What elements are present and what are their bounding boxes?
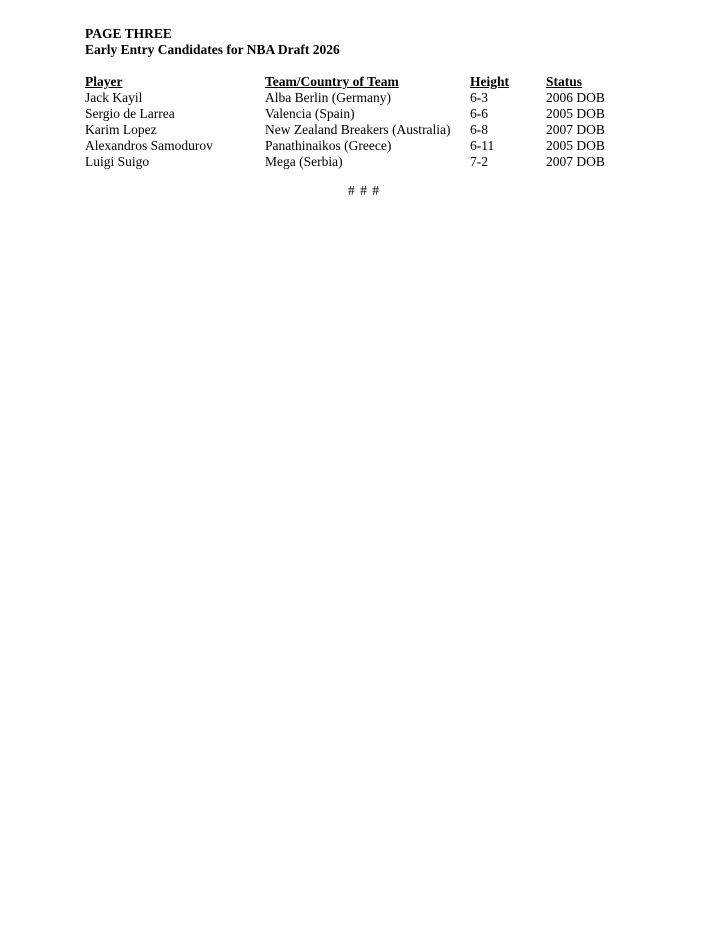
player-name: Sergio de Larrea [85,106,175,121]
team-country: Valencia (Spain) [265,106,355,121]
player-height: 6-3 [470,90,488,105]
player-name: Alexandros Samodurov [85,138,213,153]
player-height: 6-11 [470,138,495,153]
document-page [85,26,645,199]
player-status: 2005 DOB [546,106,605,121]
column-header-height: Height [470,74,509,89]
team-country: Alba Berlin (Germany) [265,90,391,105]
player-status: 2007 DOB [546,154,605,169]
page-label: PAGE THREE [85,26,172,41]
team-country: Mega (Serbia) [265,154,343,169]
column-header-player: Player [85,74,123,89]
player-height: 6-8 [470,122,488,137]
table-row [85,138,645,154]
team-country: New Zealand Breakers (Australia) [265,122,451,137]
player-height: 6-6 [470,106,488,121]
team-country: Panathinaikos (Greece) [265,138,392,153]
column-header-status: Status [546,74,583,89]
table-row [85,154,645,170]
table-row [85,90,645,106]
document-title: Early Entry Candidates for NBA Draft 2026 [85,42,340,57]
table-header-row [85,74,645,90]
player-name: Karim Lopez [85,122,157,137]
table-row [85,122,645,138]
player-status: 2006 DOB [546,90,605,105]
column-header-team: Team/Country of Team [265,74,399,89]
player-name: Jack Kayil [85,90,143,105]
end-of-release-mark: # # # [348,183,380,198]
table-row [85,106,645,122]
player-status: 2005 DOB [546,138,605,153]
candidates-table [85,74,645,170]
player-height: 7-2 [470,154,488,169]
player-status: 2007 DOB [546,122,605,137]
player-name: Luigi Suigo [85,154,150,169]
